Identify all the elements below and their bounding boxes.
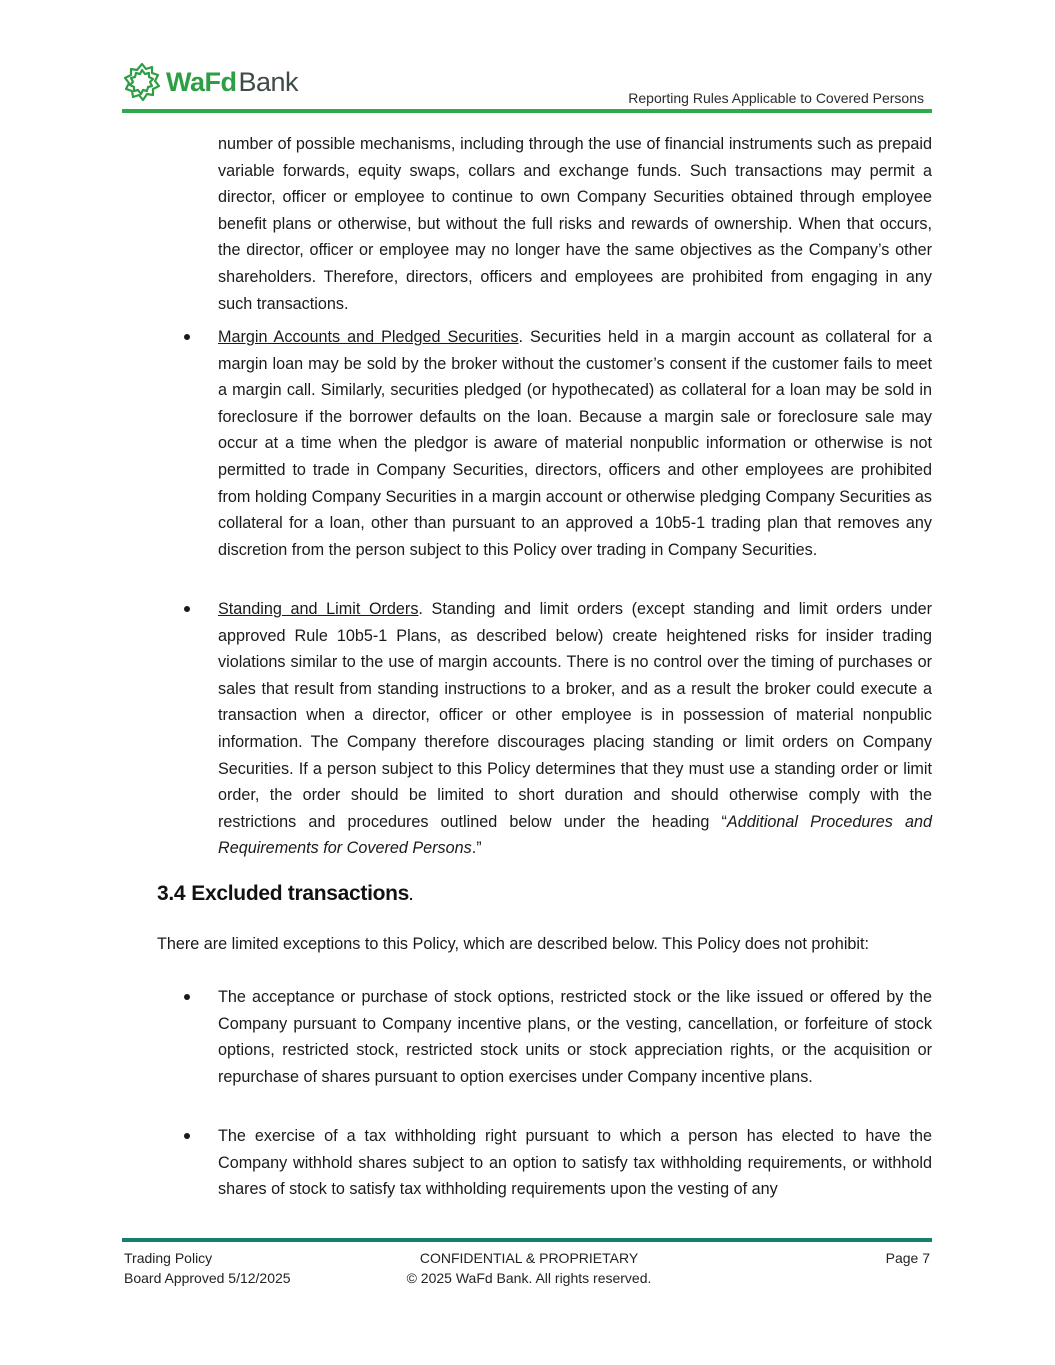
bullet-icon xyxy=(184,606,190,612)
footer-confidentiality: CONFIDENTIAL & PROPRIETARY xyxy=(419,1250,639,1266)
bullet-tail: .” xyxy=(471,839,482,858)
bullet-text: . Standing and limit orders (except standing and limit orders under approved Rule 10b5-1 Plans, as described below) create heightened risks for insider trading violations similar to the use of margin accounts. There is no control over the timing of purchases or sales that result from standing instructions to a broker, and as a result the broker could execute a transaction when a director, officer or other employee is in possession of material nonpublic information. The Company therefore discourages placing standing or limit orders on Company Securities. If a person subject to this Policy determines that they must use a standing order or limit order, the order should be limited to short duration and should otherwise comply with the restrictions and procedures outlined below under the heading “ xyxy=(218,600,932,831)
footer-center xyxy=(394,1248,664,1288)
footer-document-name: Trading Policy xyxy=(124,1250,213,1266)
wafd-logo-mark-icon xyxy=(122,61,162,103)
bullet-title: Standing and Limit Orders xyxy=(218,600,419,618)
bullet-margin-accounts xyxy=(218,324,932,563)
bullet-icon xyxy=(184,334,190,340)
page-header xyxy=(122,58,932,114)
logo-text-wafd: WaFd xyxy=(166,66,237,97)
header-title: Reporting Rules Applicable to Covered Persons xyxy=(628,90,924,106)
section-intro: There are limited exceptions to this Policy, which are described below. This Policy does not prohibit: xyxy=(157,935,870,953)
footer-copyright: © 2025 WaFd Bank. All rights reserved. xyxy=(406,1270,652,1286)
footer-left xyxy=(124,1248,291,1288)
excluded-bullet-tax-withholding xyxy=(218,1123,932,1203)
italic-section-reference: Additional Procedures and Requirements for Covered Persons xyxy=(218,812,932,858)
wafd-bank-logo xyxy=(122,60,298,104)
header-divider xyxy=(122,109,932,113)
page-footer xyxy=(122,1238,932,1298)
bullet-text: The exercise of a tax withholding right pursuant to which a person has elected to have the Company withhold shares subject to an option to satisfy tax withholding requirements, or withhold shares of stock to satisfy tax withholding requirements upon the vesting of any xyxy=(218,1127,932,1199)
bullet-icon xyxy=(184,994,190,1000)
footer-approval-date: Board Approved 5/12/2025 xyxy=(124,1270,291,1286)
bullet-text: The acceptance or purchase of stock options, restricted stock or the like issued or offered by the Company pursuant to Company incentive plans, or the vesting, cancellation, or forfeiture of stock options, restricted stock, restricted stock units or stock appreciation rights, or the acquisition or repurchase of shares pursuant to option exercises under Company incentive plans. xyxy=(218,988,932,1086)
bullet-icon xyxy=(184,1133,190,1139)
footer-page-number: Page 7 xyxy=(885,1250,930,1266)
section-title-period: . xyxy=(409,887,413,903)
excluded-bullet-stock-options xyxy=(218,984,932,1090)
footer-divider xyxy=(122,1238,932,1242)
section-heading xyxy=(157,882,413,906)
bullet-text: . Securities held in a margin account as collateral for a margin loan may be sold by the broker without the customer’s consent if the customer fails to meet a margin call. Similarly, securities pledged (or hypothecated) as collateral for a loan may be sold in foreclosure if the borrower defaults on the loan. Because a margin sale or foreclosure sale may occur at a time when the pledgor is aware of material nonpublic information or otherwise is not permitted to trade in Company Securities, directors, officers and other employees are prohibited from holding Company Securities in a margin account or otherwise pledging Company Securities as collateral for a loan, other than pursuant to an approved a 10b5-1 trading plan that removes any discretion from the person subject to this Policy over trading in Company Securities. xyxy=(218,328,932,559)
logo-text-bank: Bank xyxy=(238,66,299,97)
section-number: 3.4 xyxy=(157,882,186,905)
bullet-title: Margin Accounts and Pledged Securities xyxy=(218,328,519,346)
section-title: Excluded transactions xyxy=(191,882,410,905)
continuation-paragraph: number of possible mechanisms, including through the use of financial instruments such as prepaid variable forwards, equity swaps, collars and exchange funds. Such transactions may permit a director, officer or employee to continue to own Company Securities obtained through employee benefit plans or otherwise, but without the full risks and rewards of ownership. When that occurs, the director, officer or employee may no longer have the same objectives as the Company’s other shareholders. Therefore, directors, officers and employees are prohibited from engaging in any such transactions. xyxy=(218,135,932,313)
bullet-standing-limit-orders xyxy=(218,596,932,862)
